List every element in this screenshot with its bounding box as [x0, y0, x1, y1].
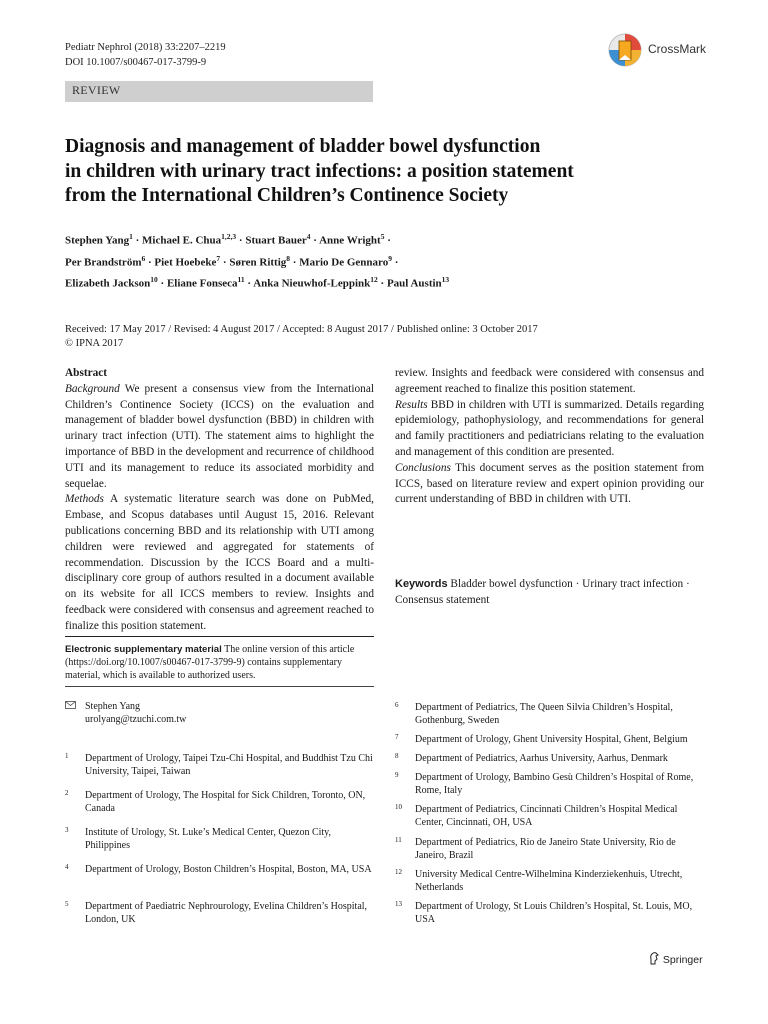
methods-continuation: review. Insights and feedback were considered with consensus and agreement reached to finalize this position statement.	[395, 367, 704, 395]
background-label: Background	[65, 382, 120, 395]
corresponding-email[interactable]: urolyang@tzuchi.com.tw	[85, 714, 187, 725]
results-text: BBD in children with UTI is summarized. Details regarding epidemiology, pathophysiology, and recommendations for general and family practitioners and pediatricians relating to the evaluation and management of this condition are presented.	[395, 398, 704, 458]
affiliation-number: 10	[395, 803, 402, 811]
conclusions-label: Conclusions	[395, 461, 451, 474]
author-name[interactable]: Michael E. Chua	[142, 234, 222, 247]
author-affiliation: 9	[388, 253, 392, 263]
esm-label: Electronic supplementary material	[65, 644, 222, 655]
keywords-text: Bladder bowel dysfunction · Urinary tract infection · Consensus statement	[395, 578, 690, 606]
affiliation-number: 11	[395, 836, 402, 844]
affiliation-text: Department of Pediatrics, Cincinnati Children’s Hospital Medical Center, Cincinnati, OH, USA	[415, 804, 678, 828]
affiliation-number: 9	[395, 771, 399, 779]
journal-header	[65, 40, 226, 70]
affiliation-number: 12	[395, 868, 402, 876]
author-affiliation: 10	[150, 275, 158, 285]
envelope-icon	[65, 701, 76, 709]
affiliation-text: University Medical Centre-Wilhelmina Kinderziekenhuis, Utrecht, Netherlands	[415, 869, 683, 893]
copyright-notice: © IPNA 2017	[65, 337, 124, 349]
author-affiliation: 4	[306, 232, 311, 241]
abstract-column-right	[395, 366, 704, 508]
abstract-heading: Abstract	[65, 367, 108, 379]
affiliation-text: Department of Pediatrics, The Queen Silvia Children’s Hospital, Gothenburg, Sweden	[415, 702, 673, 726]
keywords-label: Keywords	[395, 578, 448, 590]
springer-horse-icon	[648, 952, 660, 965]
article-title	[65, 135, 705, 209]
affiliation-number: 6	[395, 701, 399, 709]
title-line: in children with urinary tract infections: a position statement	[65, 160, 574, 182]
keywords	[395, 576, 704, 608]
author-name[interactable]: Anne Wright	[319, 234, 381, 247]
section-banner	[65, 81, 373, 102]
author-affiliation: 1	[129, 232, 133, 241]
author-name[interactable]: Stephen Yang	[65, 234, 130, 247]
author-list	[65, 228, 705, 293]
author-affiliation: 5	[380, 232, 385, 241]
esm-text[interactable]: The online version of this article (https://doi.org/10.1007/s00467-017-3799-9) contains supplementary material, which is available to authorized users.	[65, 644, 355, 681]
affiliation-text: Department of Urology, Boston Children’s Hospital, Boston, MA, USA	[85, 864, 372, 875]
section-label: REVIEW	[72, 83, 121, 97]
author-name[interactable]: Paul Austin	[386, 277, 442, 290]
methods-label: Methods	[65, 493, 104, 506]
affiliation-number: 3	[65, 826, 69, 834]
divider	[65, 686, 374, 687]
author-affiliation: 13	[441, 275, 450, 285]
author-name[interactable]: Søren Rittig	[229, 256, 287, 269]
methods-text: A systematic literature search was done on PubMed, Embase, and Scopus databases until August 15, 2016. Relevant publications concerning BBD and its relationship with UTI among children were reviewed and aggregated for statements of recommendation. Discussion by the ICCS Board and a multi-disciplinary core group of authors resulted in a document available on its website for all ICCS members to review. Insights and feedback were considered with consensus and agreement reached to finalize this position statement.	[65, 493, 375, 632]
doi[interactable]: DOI 10.1007/s00467-017-3799-9	[65, 57, 207, 68]
abstract-methods	[65, 492, 375, 632]
author-name[interactable]: Eliane Fonseca	[166, 277, 238, 290]
supplementary-note	[65, 643, 374, 682]
affiliation-text: Department of Paediatric Nephrourology, Evelina Children’s Hospital, London, UK	[85, 901, 368, 925]
affiliation-number: 4	[65, 863, 69, 871]
author-name[interactable]: Mario De Gennaro	[299, 256, 389, 269]
title-line: Diagnosis and management of bladder bowel dysfunction	[65, 136, 541, 157]
crossmark-icon	[608, 33, 644, 67]
affiliation-text: Department of Pediatrics, Aarhus University, Aarhus, Denmark	[415, 753, 668, 764]
author-affiliation: 8	[286, 253, 291, 263]
affiliation-number: 7	[395, 733, 399, 741]
affiliation-text: Department of Urology, St Louis Children’s Hospital, St. Louis, MO, USA	[415, 901, 693, 925]
divider	[65, 636, 374, 637]
author-affiliation: 6	[141, 253, 146, 263]
author-line: Stephen Yang$^1$ · Michael E. Chua$^{1,2,3}$ · Stuart Bauer$^4$ · Anne Wright$^5$ ·	[65, 232, 391, 247]
affiliation-number: 2	[65, 789, 69, 797]
results-label: Results	[395, 398, 428, 411]
crossmark-label: CrossMark	[648, 42, 707, 56]
author-name[interactable]: Anka Nieuwhof-Leppink	[253, 277, 371, 290]
author-name[interactable]: Per Brandström	[65, 256, 142, 269]
affiliation-text: Institute of Urology, St. Luke’s Medical Center, Quezon City, Philippines	[85, 827, 332, 851]
affiliation-number: 5	[65, 900, 69, 908]
author-name[interactable]: Piet Hoebeke	[154, 256, 217, 269]
author-affiliation: 12	[370, 275, 378, 285]
corresponding-author: Stephen Yang	[85, 701, 141, 712]
affiliation-number: 8	[395, 752, 399, 760]
abstract-conclusions	[395, 461, 704, 508]
abstract-column-left	[65, 366, 375, 632]
publication-dates: Received: 17 May 2017 / Revised: 4 August 2017 / Accepted: 8 August 2017 / Published online: 3 October 2017	[65, 324, 538, 335]
author-affiliation: 1,2,3	[221, 232, 237, 241]
author-line: Elizabeth Jackson$^{10}$ · Eliane Fonseca$^{11}$ · Anka Nieuwhof-Leppink$^{12}$ · Paul Austin$^{13}$	[65, 275, 450, 290]
affiliation-text: Department of Urology, Ghent University Hospital, Ghent, Belgium	[415, 734, 688, 745]
crossmark-badge[interactable]	[608, 33, 714, 67]
publisher-footer	[648, 952, 703, 966]
publisher-name: Springer	[662, 954, 703, 966]
abstract-results	[395, 398, 704, 461]
affiliation-text: Department of Urology, Bambino Gesù Children’s Hospital of Rome, Rome, Italy	[415, 772, 694, 796]
author-name[interactable]: Elizabeth Jackson	[65, 277, 151, 290]
article-history	[65, 323, 538, 350]
affiliation-text: Department of Urology, The Hospital for Sick Children, Toronto, ON, Canada	[85, 790, 366, 814]
conclusions-text: This document serves as the position statement from ICCS, based on literature review and expert opinion providing our current understanding of BBD in children with UTI.	[395, 461, 704, 506]
author-affiliation: 7	[216, 253, 221, 263]
author-affiliation: 11	[237, 275, 245, 285]
affiliation-number: 13	[395, 900, 402, 908]
author-name[interactable]: Stuart Bauer	[245, 234, 307, 247]
title-line: from the International Children’s Continence Society	[65, 185, 509, 206]
abstract-background	[65, 382, 374, 493]
affiliation-text: Department of Pediatrics, Rio de Janeiro State University, Rio de Janeiro, Brazil	[415, 837, 676, 861]
author-line: Per Brandström$^6$ · Piet Hoebeke$^7$ · Søren Rittig$^8$ · Mario De Gennaro$^9$ ·	[65, 253, 399, 269]
affiliation-number: 1	[65, 752, 69, 760]
affiliation-text: Department of Urology, Taipei Tzu-Chi Hospital, and Buddhist Tzu Chi University, Taipei, Taiwan	[85, 753, 373, 777]
journal-citation: Pediatr Nephrol (2018) 33:2207–2219	[65, 42, 226, 53]
background-text: We present a consensus view from the International Children’s Continence Society (ICCS) on the evaluation and management of bladder bowel dysfunction (BBD) in children with urinary tract infection (UTI). The statement aims to highlight the importance of BBD in the development and recurrence of childhood UTI and its management to reduce its associated morbidity and sequelae.	[65, 382, 374, 490]
